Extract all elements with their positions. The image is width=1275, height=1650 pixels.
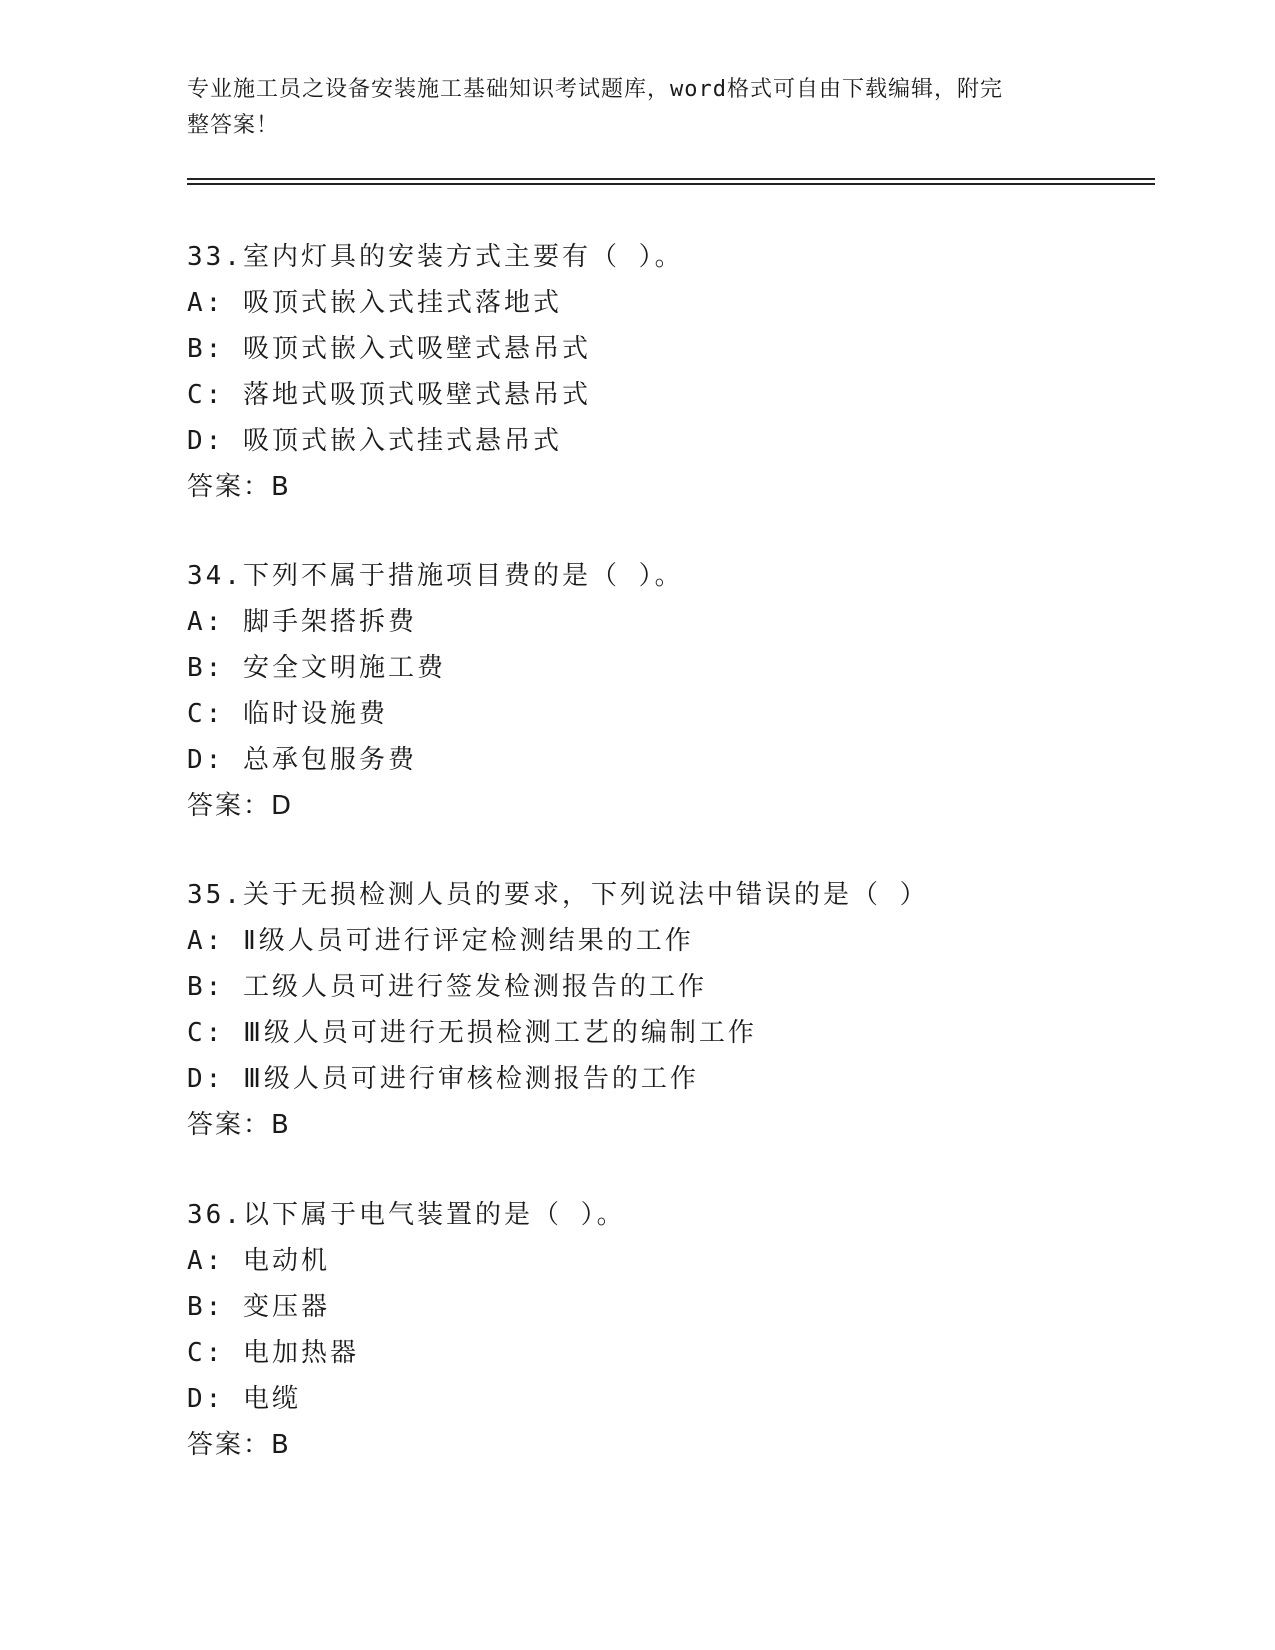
option-c: C: Ⅲ级人员可进行无损检测工艺的编制工作 [187, 1018, 757, 1048]
question-stem: 34.下列不属于措施项目费的是（ ）。 [187, 561, 684, 591]
question-stem: 35.关于无损检测人员的要求，下列说法中错误的是（ ） [187, 880, 929, 910]
option-b: B: 工级人员可进行签发检测报告的工作 [187, 972, 707, 1002]
answer: 答案：B [187, 1110, 291, 1140]
header-line-1: 专业施工员之设备安装施工基础知识考试题库，word格式可自由下载编辑，附完 [187, 77, 1003, 102]
option-a: A: 电动机 [187, 1246, 330, 1276]
option-b: B: 安全文明施工费 [187, 653, 446, 683]
option-a: A: 脚手架搭拆费 [187, 607, 417, 637]
option-c: C: 电加热器 [187, 1338, 359, 1368]
option-a: A: 吸顶式嵌入式挂式落地式 [187, 288, 562, 318]
answer: 答案：D [187, 791, 294, 821]
question-34 [187, 553, 1147, 829]
header-line-2: 整答案！ [187, 113, 280, 138]
question-stem: 36.以下属于电气装置的是（ ）。 [187, 1200, 626, 1230]
question-35 [187, 872, 1147, 1148]
option-b: B: 吸顶式嵌入式吸壁式悬吊式 [187, 334, 591, 364]
answer: 答案：B [187, 1430, 291, 1460]
question-stem: 33.室内灯具的安装方式主要有（ ）。 [187, 242, 684, 272]
option-d: D: Ⅲ级人员可进行审核检测报告的工作 [187, 1064, 699, 1094]
option-c: C: 临时设施费 [187, 699, 388, 729]
question-33 [187, 234, 1147, 510]
option-d: D: 吸顶式嵌入式挂式悬吊式 [187, 426, 562, 456]
question-36 [187, 1192, 1147, 1468]
header-rule-top [187, 178, 1155, 180]
option-d: D: 总承包服务费 [187, 745, 417, 775]
option-d: D: 电缆 [187, 1384, 301, 1414]
option-c: C: 落地式吸顶式吸壁式悬吊式 [187, 380, 591, 410]
header-rule-bottom [187, 183, 1155, 185]
document-header [187, 72, 1067, 144]
answer: 答案：B [187, 472, 291, 502]
option-a: A: Ⅱ级人员可进行评定检测结果的工作 [187, 926, 694, 956]
option-b: B: 变压器 [187, 1292, 330, 1322]
